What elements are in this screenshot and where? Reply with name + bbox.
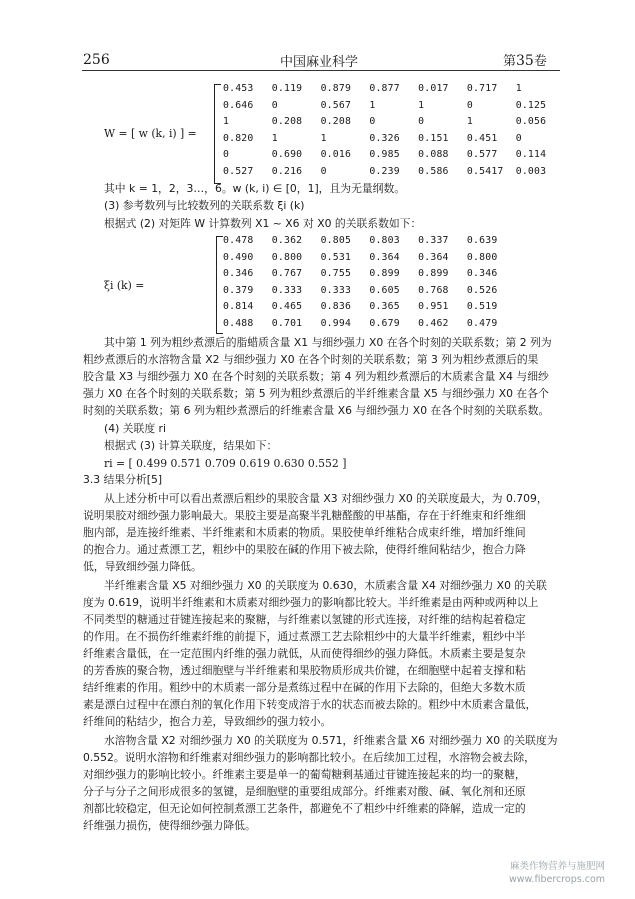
correlation-degree-formula: ri = [ 0.499 0.571 0.709 0.619 0.630 0.552 ] xyxy=(104,457,347,470)
matrix-w-row: 1 0.208 0.208 0 0 1 0.056 xyxy=(223,116,547,127)
paragraph-line: 的作用。在不损伤纤维素纤维的前提下，通过煮漂工艺去除粗纱中的大量半纤维素，粗纱中半 xyxy=(83,630,526,643)
volume-prefix: 第 xyxy=(503,54,517,69)
paragraph-line: 不同类型的糖通过苷键连接起来的聚糖，与纤维素以氢键的形式连接，对纤维的结构起着稳定 xyxy=(83,613,526,626)
text-line: 胶含量 X3 与细纱强力 X0 在各个时刻的关联系数；第 4 列为粗纱煮漂后的木质素含量 X4 与细纱 xyxy=(83,370,549,383)
volume-suffix: 卷 xyxy=(533,54,547,69)
matrix-xi-row: 0.346 0.767 0.755 0.899 0.899 0.346 xyxy=(223,268,498,279)
text-line: (3) 参考数列与比较数列的关联系数 ξi (k) xyxy=(104,199,305,212)
paragraph-line: 纤维素含量低，在一定范围内纤维的强力就低，从而使得细纱的强力降低。木质素主要是复杂 xyxy=(83,647,526,660)
text-line: 粗纱煮漂后的水溶物含量 X2 与细纱强力 X0 在各个时刻的关联系数；第 3 列为粗纱煮漂后的果 xyxy=(83,353,539,366)
watermark-url: www.fibercrops.com xyxy=(509,874,606,885)
paragraph-line: 素是漂白过程中在漂白剂的氧化作用下转变成溶于水的状态而被去除的。粗纱中木质素含量低， xyxy=(83,698,537,711)
journal-title: 中国麻业科学 xyxy=(280,55,359,70)
page-number: 256 xyxy=(83,52,110,68)
text-line: 其中第 1 列为粗纱煮漂后的脂蜡质含量 X1 与细纱强力 X0 在各个时刻的关联系数；第 2 列为 xyxy=(104,336,552,349)
matrix-w-row: 0.646 0 0.567 1 1 0 0.125 xyxy=(223,99,547,111)
paragraph-line: 从上述分析中可以看出煮漂后粗纱的果胶含量 X3 对细纱强力 X0 的关联度最大，为 0.709， xyxy=(104,492,548,505)
matrix-w-row: 0.820 1 1 0.326 0.151 0.451 0 xyxy=(223,132,522,144)
matrix-xi-row: 0.379 0.333 0.333 0.605 0.768 0.526 xyxy=(223,284,498,296)
paragraph-line: 纤维间的粘结少，抱合力差，导致细纱的强力较小。 xyxy=(83,715,332,728)
matrix-xi-brace xyxy=(216,236,223,334)
paragraph-line: 胞内部，是连接纤维素、半纤维素和木质素的物质。果胶使单纤维粘合成束纤维，增加纤维间 xyxy=(83,526,526,539)
volume-number: 35 xyxy=(516,53,534,69)
text-line: 其中 k = 1，2，3…，6。w (k, i) ∈ [0，1]，且为无量纲数。 xyxy=(104,182,406,195)
text-line: 时刻的关联系数；第 6 列为粗纱煮漂后的纤维素含量 X6 与细纱强力 X0 在各个时刻的关联系数。 xyxy=(83,404,550,417)
matrix-w-row: 0 0.690 0.016 0.985 0.088 0.577 0.114 xyxy=(223,149,547,160)
paragraph-line: 对细纱强力的影响比较小。纤维素主要是单一的葡萄糖剩基通过苷键连接起来的均一的聚糖， xyxy=(83,768,526,781)
paragraph-line: 低，导致细纱强力降低。 xyxy=(83,560,202,573)
paragraph-line: 结纤维素的作用。粗纱中的木质素一部分是煮练过程中在碱的作用下去除的，但绝大多数木质 xyxy=(83,681,526,694)
paragraph-line: 剂都比较稳定，但无论如何控制煮漂工艺条件，都避免不了粗纱中纤维素的降解，造成一定的 xyxy=(83,802,526,815)
paragraph-line: 纤维强力损伤，使得细纱强力降低。 xyxy=(83,819,256,832)
paragraph-line: 的抱合力。通过煮漂工艺，粗纱中的果胶在碱的作用下被去除，使得纤维间粘结少，抱合力降 xyxy=(83,543,526,556)
text-line: (4) 关联度 ri xyxy=(104,422,166,435)
matrix-w-row: 0.527 0.216 0 0.239 0.586 0.5417 0.003 xyxy=(223,165,547,177)
paragraph-line: 分子与分子之间形成很多的氢键，是细胞壁的重要组成部分。纤维素对酸、碱、氧化剂和还原 xyxy=(83,785,526,798)
matrix-xi-row: 0.488 0.701 0.994 0.679 0.462 0.479 xyxy=(223,317,498,329)
matrix-xi-lhs: ξi (k) = xyxy=(104,279,145,292)
matrix-xi-row: 0.490 0.800 0.531 0.364 0.364 0.800 xyxy=(223,251,498,263)
paragraph-line: 的芳香族的聚合物，透过细胞壁与半纤维素和果胶物质形成共价键，在细胞壁中起着支撑和粘 xyxy=(83,664,526,677)
text-line: 根据式 (3) 计算关联度，结果如下： xyxy=(104,439,278,452)
text-line: 根据式 (2) 对矩阵 W 计算数列 X1 ~ X6 对 X0 的关联系数如下： xyxy=(104,217,422,230)
volume-label xyxy=(503,50,547,69)
paragraph-line: 0.552。说明水溶物和纤维素对细纱强力的影响都比较小。在后续加工过程，水溶物会被去除， xyxy=(83,751,535,764)
matrix-w-lhs: W = [ w (k, i) ] = xyxy=(104,127,197,140)
watermark-name: 麻类作物营养与施肥网 xyxy=(510,861,606,872)
section-heading: 3.3 结果分析[5] xyxy=(83,473,163,486)
matrix-w-row: 0.453 0.119 0.879 0.877 0.017 0.717 1 xyxy=(223,83,522,94)
paragraph-line: 度为 0.619，说明半纤维素和木质素对细纱强力的影响都比较大。半纤维素是由两种或两种以上 xyxy=(83,596,539,609)
header-rule xyxy=(82,70,560,71)
matrix-xi-row: 0.478 0.362 0.805 0.803 0.337 0.639 xyxy=(223,235,498,246)
matrix-w-brace xyxy=(214,84,221,184)
site-watermark xyxy=(509,860,605,886)
matrix-xi-row: 0.814 0.465 0.836 0.365 0.951 0.519 xyxy=(223,301,498,312)
paragraph-line: 半纤维素含量 X5 对细纱强力 X0 的关联度为 0.630，木质素含量 X4 对细纱强力 X0 的关联 xyxy=(104,579,547,592)
text-line: 强力 X0 在各个时刻的关联系数；第 5 列为粗纱煮漂后的半纤维素含量 X5 与细纱强力 X0 在各个 xyxy=(83,387,549,400)
paragraph-line: 水溶物含量 X2 对细纱强力 X0 的关联度为 0.571，纤维素含量 X6 对细纱强力 X0 的关联度为 xyxy=(104,734,558,747)
paragraph-line: 说明果胶对细纱强力影响最大。果胶主要是高聚半乳糖醛酸的甲基酯，存在于纤维束和纤维细 xyxy=(83,509,526,522)
